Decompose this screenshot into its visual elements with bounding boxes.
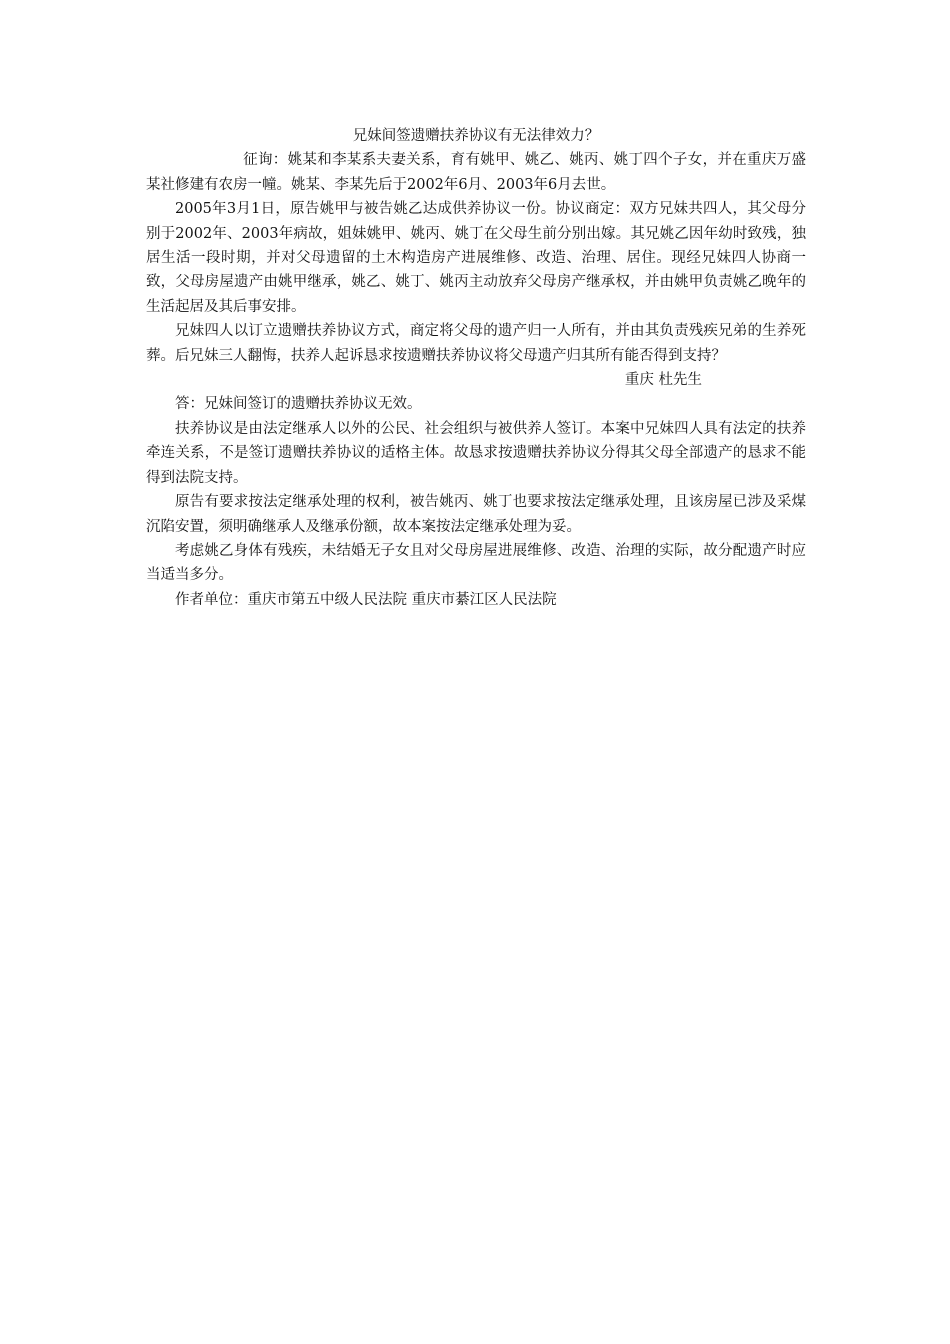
answer-paragraph: 原告有要求按法定继承处理的权利，被告姚丙、姚丁也要求按法定继承处理，且该房屋已涉及采煤沉陷安置，须明确继承人及继承份额，故本案按法定继承处理为妥。 xyxy=(146,494,806,535)
answer-paragraph: 扶养协议是由法定继承人以外的公民、社会组织与被供养人签订。本案中兄妹四人具有法定的扶养牵连关系，不是签订遗赠扶养协议的适格主体。故恳求按遗赠扶养协议分得其父母全部遗产的恳求不能得到法院支持。 xyxy=(146,420,806,486)
question-paragraph: 2005年3月1日，原告姚甲与被告姚乙达成供养协议一份。协议商定：双方兄妹共四人，其父母分别于2002年、2003年病故，姐妹姚甲、姚丙、姚丁在父母生前分别出嫁。其兄姚乙因年幼时致残，独居生活一段时期，并对父母遗留的土木构造房产进展维修、改造、治理、居住。现经兄妹四人协商一致，父母房屋遗产由姚甲继承，姚乙、姚丁、姚丙主动放弃父母房产继承权，并由姚甲负责姚乙晚年的生活起居及其后事安排。 xyxy=(146,201,806,315)
question-paragraph: 兄妹四人以订立遗赠扶养协议方式，商定将父母的遗产归一人所有，并由其负责残疾兄弟的生养死葬。后兄妹三人翻悔，扶养人起诉恳求按遗赠扶养协议将父母遗产归其所有能否得到支持？ xyxy=(146,323,806,364)
author-affiliation: 作者单位：重庆市第五中级人民法院 重庆市綦江区人民法院 xyxy=(175,591,557,608)
document-page xyxy=(146,124,806,612)
question-paragraph: 征询：姚某和李某系夫妻关系，育有姚甲、姚乙、姚丙、姚丁四个子女，并在重庆万盛某社修建有农房一幢。姚某、李某先后于2002年6月、2003年6月去世。 xyxy=(146,152,806,193)
answer-paragraph: 答：兄妹间签订的遗赠扶养协议无效。 xyxy=(175,396,422,413)
answer-paragraph: 考虑姚乙身体有残疾，未结婚无子女且对父母房屋进展维修、改造、治理的实际，故分配遗产时应当适当多分。 xyxy=(146,542,806,584)
question-signature: 重庆 杜先生 xyxy=(624,372,702,389)
document-title: 兄妹间签遗赠扶养协议有无法律效力？ xyxy=(352,128,600,144)
